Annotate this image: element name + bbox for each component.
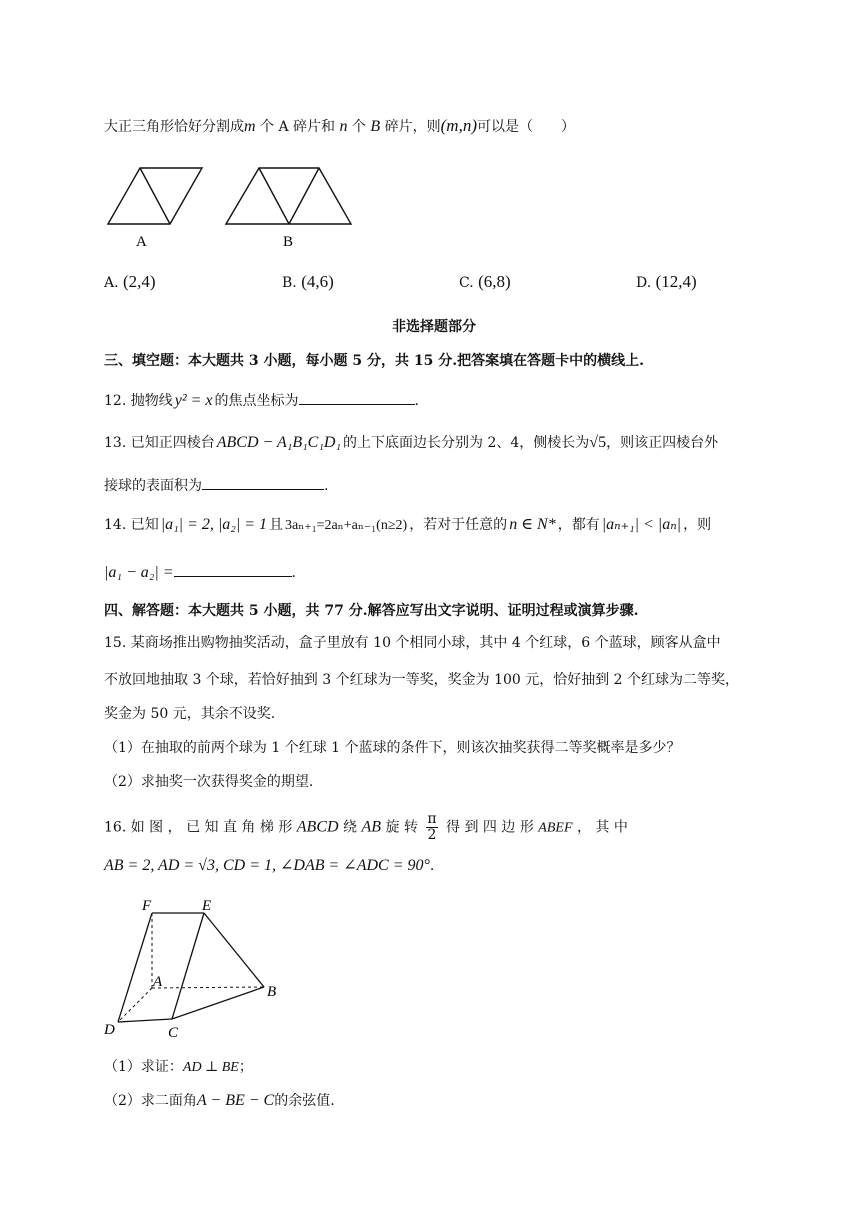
option-d[interactable] [636,272,697,293]
section-title: 非选择题部分 [392,319,476,335]
q11-pair: (m,n) [440,116,477,135]
q16-sub1-end: ； [238,1059,253,1075]
option-a[interactable] [104,272,156,293]
q16-sub2-end: 的余弦值. [274,1093,335,1109]
q14-n-condition: n ∈ N* [509,516,556,533]
q11-figure [100,158,360,253]
fig-label-b: B [267,984,277,1000]
q16-sub1 [104,1057,253,1078]
q15-line2: 不放回地抽取 3 个球，若恰好抽到 3 个红球为一等奖，奖金为 100 元，恰好抽到 2 个红球为二等奖， [104,672,740,688]
part3-header: 三、填空题：本大题共 3 小题，每小题 5 分，共 15 分.把答案填在答题卡中的横线上. [104,353,644,369]
q13-answer-blank[interactable] [202,475,324,490]
q13-text: 的上下底面边长分别为 2、4，侧棱长为 [343,435,590,451]
q16-sub2 [104,1091,335,1111]
q15-line1: 15. 某商场推出购物抽奖活动，盒子里放有 10 个相同小球，其中 4 个红球，6 个蓝球，顾客从盒中 [104,635,721,651]
q14-text: 且 [269,517,284,533]
option-c-label: C. [459,275,474,291]
q13-text: ，则该正四棱台外 [606,435,719,451]
option-b-label: B. [282,275,297,291]
fig-label-b: B [283,234,294,250]
fig-label-d: D [104,1022,115,1038]
q13-number: 13. [104,435,127,451]
q11-stem-text: 碎片，则 [380,119,441,135]
q16-angle-num: π [427,811,437,827]
fig-label-c: C [168,1025,179,1041]
q12-equation: y² = x [174,392,213,409]
q12 [104,390,419,411]
option-c-value: (6,8) [478,272,511,291]
q16-sub2-text: （2）求二面角 [104,1093,197,1109]
q14-text: ，若对于任意的 [409,517,508,533]
q16-givens [104,856,434,876]
q12-number: 12. [104,393,127,409]
q13-edge: √5 [589,434,607,451]
q16-axis: AB [361,818,382,836]
option-c[interactable] [459,272,511,293]
q16-quadrilateral: ABEF [538,820,573,836]
option-d-value: (12,4) [655,272,697,291]
q14-text: 已知 [130,517,159,533]
q11-stem [104,116,575,137]
q16-sub2-math: A − BE − C [196,1092,275,1109]
q13-line1 [104,433,718,453]
q11-stem-text: 大正三角形恰好分割成 [104,119,244,135]
q14-answer-blank[interactable] [174,562,292,577]
q12-text: 的焦点坐标为 [214,393,299,409]
q16-text: ， 其 中 [576,819,628,836]
q11-stem-text: 个 A 碎片和 [255,119,340,135]
q13-text: 已知正四棱台 [130,435,215,451]
fig-label-a: A [136,234,147,250]
q16-text: 绕 [343,819,358,836]
q16-line1 [104,812,628,843]
fig-label-e: E [202,898,212,914]
q12-answer-blank[interactable] [299,390,415,405]
q13-line2 [104,475,328,496]
option-b[interactable] [282,272,334,293]
q11-stem-text: 个 [347,119,371,135]
q14-inequality: |aₙ₊₁| < |aₙ| [601,516,682,533]
q16-text: 旋 转 [385,819,418,836]
q13-text: 接球的表面积为 [104,478,202,494]
q15-sub1: （1）在抽取的前两个球为 1 个红球 1 个蓝球的条件下，则该次抽奖获得二等奖概率是多少？ [104,740,681,756]
option-a-label: A. [104,275,119,291]
q15-sub2: （2）求抽奖一次获得奖金的期望. [104,774,314,790]
q14-ask: |a₁ − a₂| = [104,564,174,581]
q16-text: 如 图 ， 已 知 直 角 梯 形 [130,819,293,836]
q16-angle-den: 2 [427,827,437,843]
q11-m: m [244,118,256,135]
q16-text: 得 到 四 边 形 [446,819,534,836]
q13-end: . [324,478,329,494]
q11-n: n [339,118,348,135]
q14-condition: |a₁| = 2, |a₂| = 1 [160,516,268,533]
q14-line1 [104,515,711,536]
fig-label-a: A [153,974,163,990]
q14-number: 14. [104,517,127,533]
q16-number: 16. [104,819,127,836]
fig-label-f: F [142,898,152,914]
q16-figure [100,893,300,1043]
q16-sub1-text: （1）求证： [104,1059,183,1075]
q11-b: B [370,118,381,135]
option-a-value: (2,4) [123,272,156,291]
q14-text: ，都有 [557,517,600,533]
piece-b-shape [226,168,351,224]
q15-line3: 奖金为 50 元，其余不设奖. [104,706,276,722]
q16-givens-math: AB = 2, AD = √3, CD = 1, ∠DAB = ∠ADC = 90° [104,857,430,874]
q16-givens-end: . [429,858,435,874]
q14-line2 [104,562,296,583]
option-d-label: D. [636,275,652,291]
q16-sub1-math: AD ⊥ BE [182,1060,239,1075]
q14-end: . [291,565,296,581]
q12-end: . [414,393,419,409]
q14-recurrence: 3aₙ₊₁=2aₙ+aₙ₋₁(n≥2) [285,518,408,533]
q14-text: ，则 [683,517,712,533]
q12-text: 抛物线 [130,393,173,409]
q16-angle-fraction [426,812,437,843]
option-b-value: (4,6) [301,272,334,291]
q11-stem-text: 可以是（ ） [476,119,575,135]
q13-solid: ABCD − A₁B₁C₁D₁ [216,434,342,451]
part4-header: 四、解答题：本大题共 5 小题，共 77 分.解答应写出文字说明、证明过程或演算步骤. [104,603,639,619]
q16-trapezoid: ABCD [296,818,339,836]
